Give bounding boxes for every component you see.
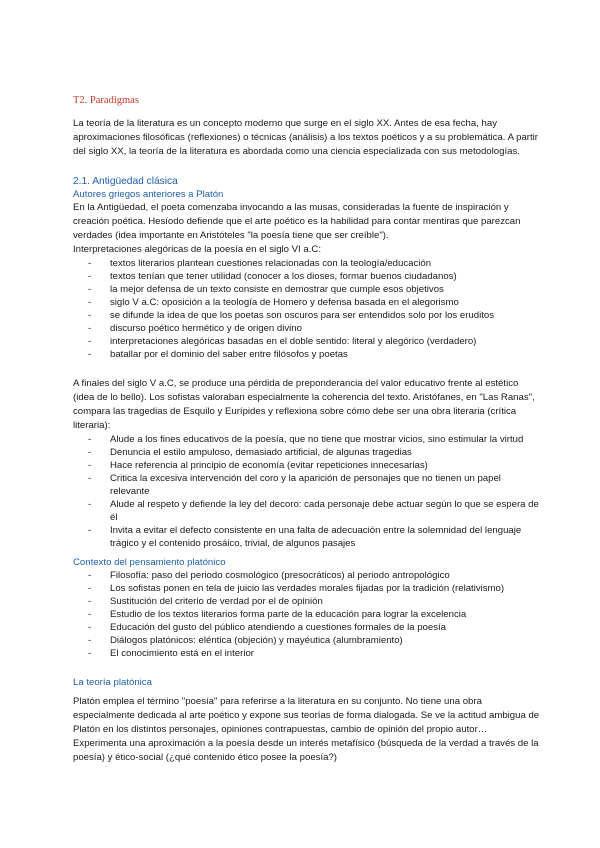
list-item: - Alude a los fines educativos de la poesía, que no tiene que mostrar vicios, sino estimular la virtud	[73, 433, 540, 446]
subheading-contexto-platonico: Contexto del pensamiento platónico	[73, 557, 226, 568]
list-item: - interpretaciones alegóricas basadas en el doble sentido: literal y alegórico (verdadero)	[73, 335, 540, 348]
siglo-v-paragraph: A finales del siglo V a.C, se produce una pérdida de preponderancia del valor educativo frente al estético (idea de lo bello). Los sofistas valoraban especialmente la coherencia del texto. Aristófanes, en "Las Ranas", compara las tragedias de Esquilo y Eurípides y reflexiona sobre cómo debe ser una obra literaria (crítica literaria):	[73, 378, 535, 431]
list-item: - Estudio de los textos literarios forma parte de la educación para lograr la excelencia	[73, 608, 540, 621]
list-item: - Invita a evitar el defecto consistente en una falta de adecuación entre la solemnidad del lenguaje trágico y el contenido prosáico, trivial, de algunos pasajes	[73, 524, 540, 550]
alegoricas-list-intro: Interpretaciones alegóricas de la poesía en el siglo VI a.C:	[73, 244, 321, 255]
list-item: - Critica la excesiva intervención del coro y la aparición de personajes que no tienen un papel relevante	[73, 472, 540, 498]
list-item: - Educación del gusto del público atendiendo a cuestiones formales de la poesía	[73, 621, 540, 634]
list-item: - la mejor defensa de un texto consiste en demostrar que cumple esos objetivos	[73, 283, 540, 296]
list-item: - se difunde la idea de que los poetas son oscuros para ser entendidos solo por los eruditos	[73, 309, 540, 322]
subheading-teoria-platonica: La teoría platónica	[73, 677, 152, 688]
list-item: - Los sofistas ponen en tela de juicio las verdades morales fijadas por la tradición (relativismo)	[73, 582, 540, 595]
teoria-platonica-paragraph: Platón emplea el término "poesía" para referirse a la literatura en su conjunto. No tiene una obra especialmente dedicada al arte poético y expone sus teorías de forma dialogada. Se ve la actitud ambigua de Platón en los distintos personajes, opiniones contrapuestas, cambio de opinión del propio autor… Experimenta una aproximación a la poesía desde un interés metafísico (búsqueda de la verdad a través de la poesía) y ético-social (¿qué contenido ético posee la poesía?)	[73, 696, 540, 763]
list-item: - textos tenían que tener utilidad (conocer a los dioses, formar buenos ciudadanos)	[73, 270, 540, 283]
list-item: - textos literarios plantean cuestiones relacionadas con la teología/educación	[73, 257, 540, 270]
list-item: - Sustitución del criterio de verdad por el de opinión	[73, 595, 540, 608]
alegoricas-list	[73, 257, 540, 361]
intro-paragraph: La teoría de la literatura es un concepto moderno que surge en el siglo XX. Antes de esa fecha, hay aproximaciones filosóficas (reflexiones) o técnicas (análisis) a los textos poéticos y a su problemática. A partir del siglo XX, la teoría de la literatura es abordada como una ciencia especializada con sus metodologías.	[73, 118, 538, 157]
list-item: - siglo V a.C: oposición a la teología de Homero y defensa basada en el alegorismo	[73, 296, 540, 309]
contexto-list	[73, 569, 540, 660]
list-item: - batallar por el dominio del saber entre filósofos y poetas	[73, 348, 540, 361]
list-item: - Diálogos platónicos: eléntica (objeción) y mayéutica (alumbramiento)	[73, 634, 540, 647]
section-heading-antiguedad: 2.1. Antigüedad clásica	[73, 176, 178, 187]
list-item: - Alude al respeto y defiende la ley del decoro: cada personaje debe actuar según lo que se espera de él	[73, 498, 540, 524]
list-item: - Hace referencia al principio de economía (evitar repeticiones innecesarias)	[73, 459, 540, 472]
autores-paragraph: En la Antigüedad, el poeta comenzaba invocando a las musas, consideradas la fuente de inspiración y creación poética. Hesíodo defiende que el arte poético es la habilidad para contar mentiras que parezcan verdades (idea importante en Aristóteles "la poesía tiene que ser creíble").	[73, 202, 521, 241]
document-title: T2. Paradigmas	[73, 95, 139, 106]
list-item: - Filosofía: paso del periodo cosmológico (presocráticos) al periodo antropológico	[73, 569, 540, 582]
list-item: - Denuncia el estilo ampuloso, demasiado artificial, de algunas tragedias	[73, 446, 540, 459]
subheading-autores-griegos: Autores griegos anteriores a Platón	[73, 189, 224, 200]
list-item: - discurso poético hermético y de origen divino	[73, 322, 540, 335]
aristofanes-list	[73, 433, 540, 550]
list-item: - El conocimiento está en el interior	[73, 647, 540, 660]
